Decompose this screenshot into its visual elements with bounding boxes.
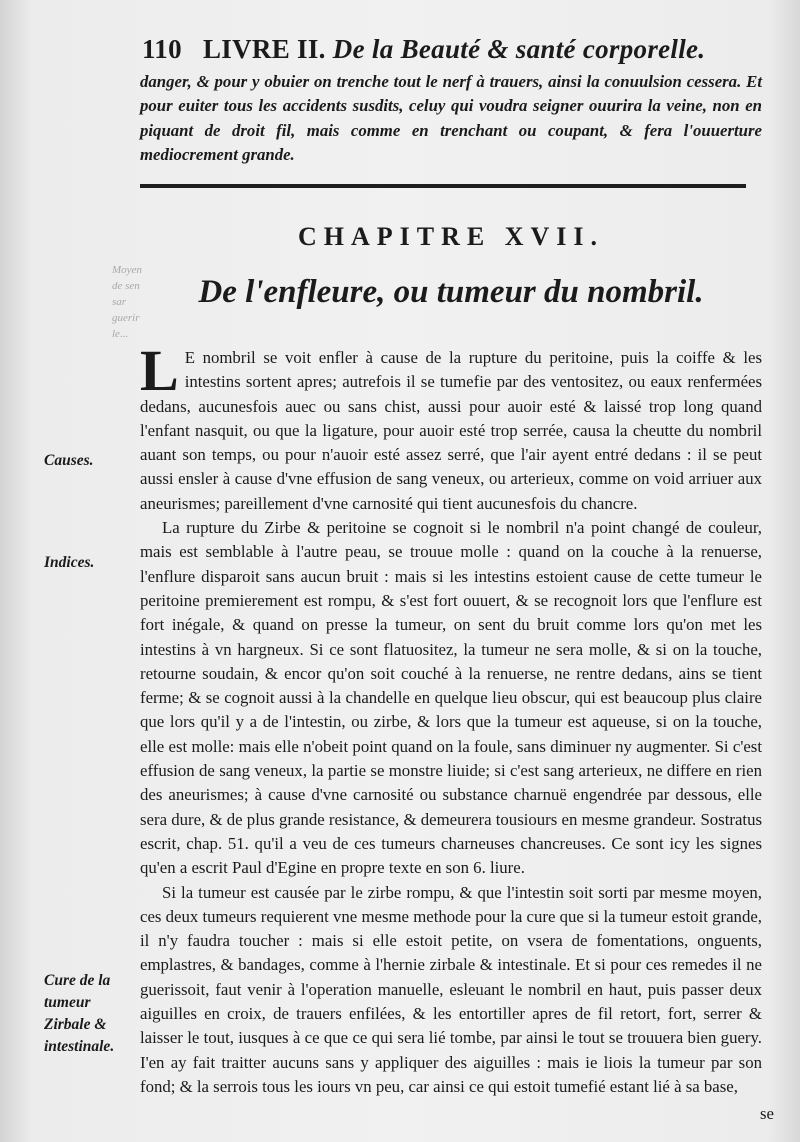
continuation-paragraph: danger, & pour y obuier on trenche tout le nerf à trauers, ainsi la conuulsion cessera. Et pour euiter tous les accidents susdits, celuy qui voudra seigner ouurira la veine, non en piquant de droit fil, mais comme en trenchant ou coupant, & fera l'ouuerture mediocrement grande. bbox=[140, 72, 762, 164]
running-head bbox=[142, 34, 782, 65]
chapter-divider bbox=[140, 184, 746, 188]
paragraph-1-text: E nombril se voit enfler à cause de la rupture du peritoine, puis la coiffe & les intestins sortent apres; autrefois il se tumefie par des ventositez, ou eaux renfermées dedans, aucunesfois auec ou sans chist, aussi pour auoir esté & laissé trop long quand l'enfant nasquit, ou que la ligature, pour auoir esté trop serrée, causa la cheutte du nombril auant son temps, ou pour n'auoir esté assez serré, que l'air ayent entré dedans : il se peut aussi ensler à cause d'vne effusion de sang veneux, ou arterieux, comme on void arriuer aux aneurismes; pareillement d'vne carnosité qui tient aucunesfois du chancre. bbox=[140, 348, 762, 513]
book-label: LIVRE II. bbox=[202, 34, 326, 64]
faint-margin-note: Moyen de sen sar guerir le... bbox=[112, 264, 142, 340]
paragraph-1 bbox=[140, 338, 762, 516]
paragraph-3: Si la tumeur est causée par le zirbe rompu, & que l'intestin soit sorti par mesme moyen, ces deux tumeurs requierent vne mesme methode pour la cure que si la tumeur estoit grande, il n'y faudra toucher : mais si elle estoit petite, on vsera de fomentations, onguents, emplastres, & bandages, comme à l'hernie zirbale & intestinale. Et si pour ces remedes il ne guerissoit, faut venir à l'operation manuelle, esleuant le nombril en haut, puis passer deux aiguilles en croix, de trauers enfilées, & les entortiller apres de fil retort, fort, serrer & laisser le tout, iusques à ce que ce qui sera lié tombe, par ainsi le tout se trouuera bien guery. I'en ay fait traitter aucuns sans y appliquer des aiguilles : mais ie liois la tumeur par son fond; & la serrois tous les iours vn peu, car ainsi ce qui estoit tumefié estant lié à sa base, bbox=[140, 882, 762, 1096]
margin-note-cure: Cure de la tumeur Zirbale & intestinale. bbox=[44, 972, 115, 1055]
margin-note-causes: Causes. bbox=[44, 452, 94, 469]
chapter-title: De l'enfleure, ou tumeur du nombril. bbox=[198, 274, 704, 310]
chapter-heading: CHAPITRE XVII. bbox=[297, 222, 605, 251]
margin-note-indices: Indices. bbox=[44, 554, 95, 571]
page-number: 110 bbox=[142, 34, 182, 64]
main-text bbox=[140, 338, 762, 1099]
catchword: se bbox=[760, 1104, 774, 1123]
book-title: De la Beauté & santé corporelle. bbox=[332, 34, 706, 64]
drop-cap: L bbox=[140, 338, 179, 403]
paragraph-2: La rupture du Zirbe & peritoine se cognoit si le nombril n'a point changé de couleur, mais est semblable à l'autre peau, se trouue molle : quand on la couche à la renuerse, l'enflure disparoit sans aucun bruit : mais si les intestins estoient cause de cette tumeur le peritoine premierement est rompu, & s'est fort ouuert, & se recognoit lors que l'enflure est fort inégale, & quand on presse la tumeur, on sent du bruit comme lors qu'on met les intestins à vn hargneux. Si ce sont flatuositez, la tumeur ne sera molle, & si on la touche, retourne soudain, & encor qu'on soit couché à la renuerse, ne rentre dedans, ains se tient ferme; & se cognoit aussi à la chandelle en quelque lieu obscur, qui est beaucoup plus claire que lors qu'il y a de l'intestin, ou zirbe, & lors que la tumeur est aqueuse, si on la touche, elle est molle: mais elle n'obeit point quand on la foule, sans diminuer ny augmenter. Si c'est effusion de sang veneux, la partie se monstre liuide; si c'est sang arterieux, ne differe en rien des aneurismes; à cause d'vne carnosité ou substance charnuë engendrée par dessous, elle sera dure, & de plus grande resistance, & demeurera tousiours en mesme grandeur. Sostratus escrit, chap. 51. qu'il a veu de ces tumeurs charneuses chancreuses. Ce sont icy les signes qu'en a escrit Paul d'Egine en propre texte en son 6. liure. bbox=[140, 518, 762, 878]
